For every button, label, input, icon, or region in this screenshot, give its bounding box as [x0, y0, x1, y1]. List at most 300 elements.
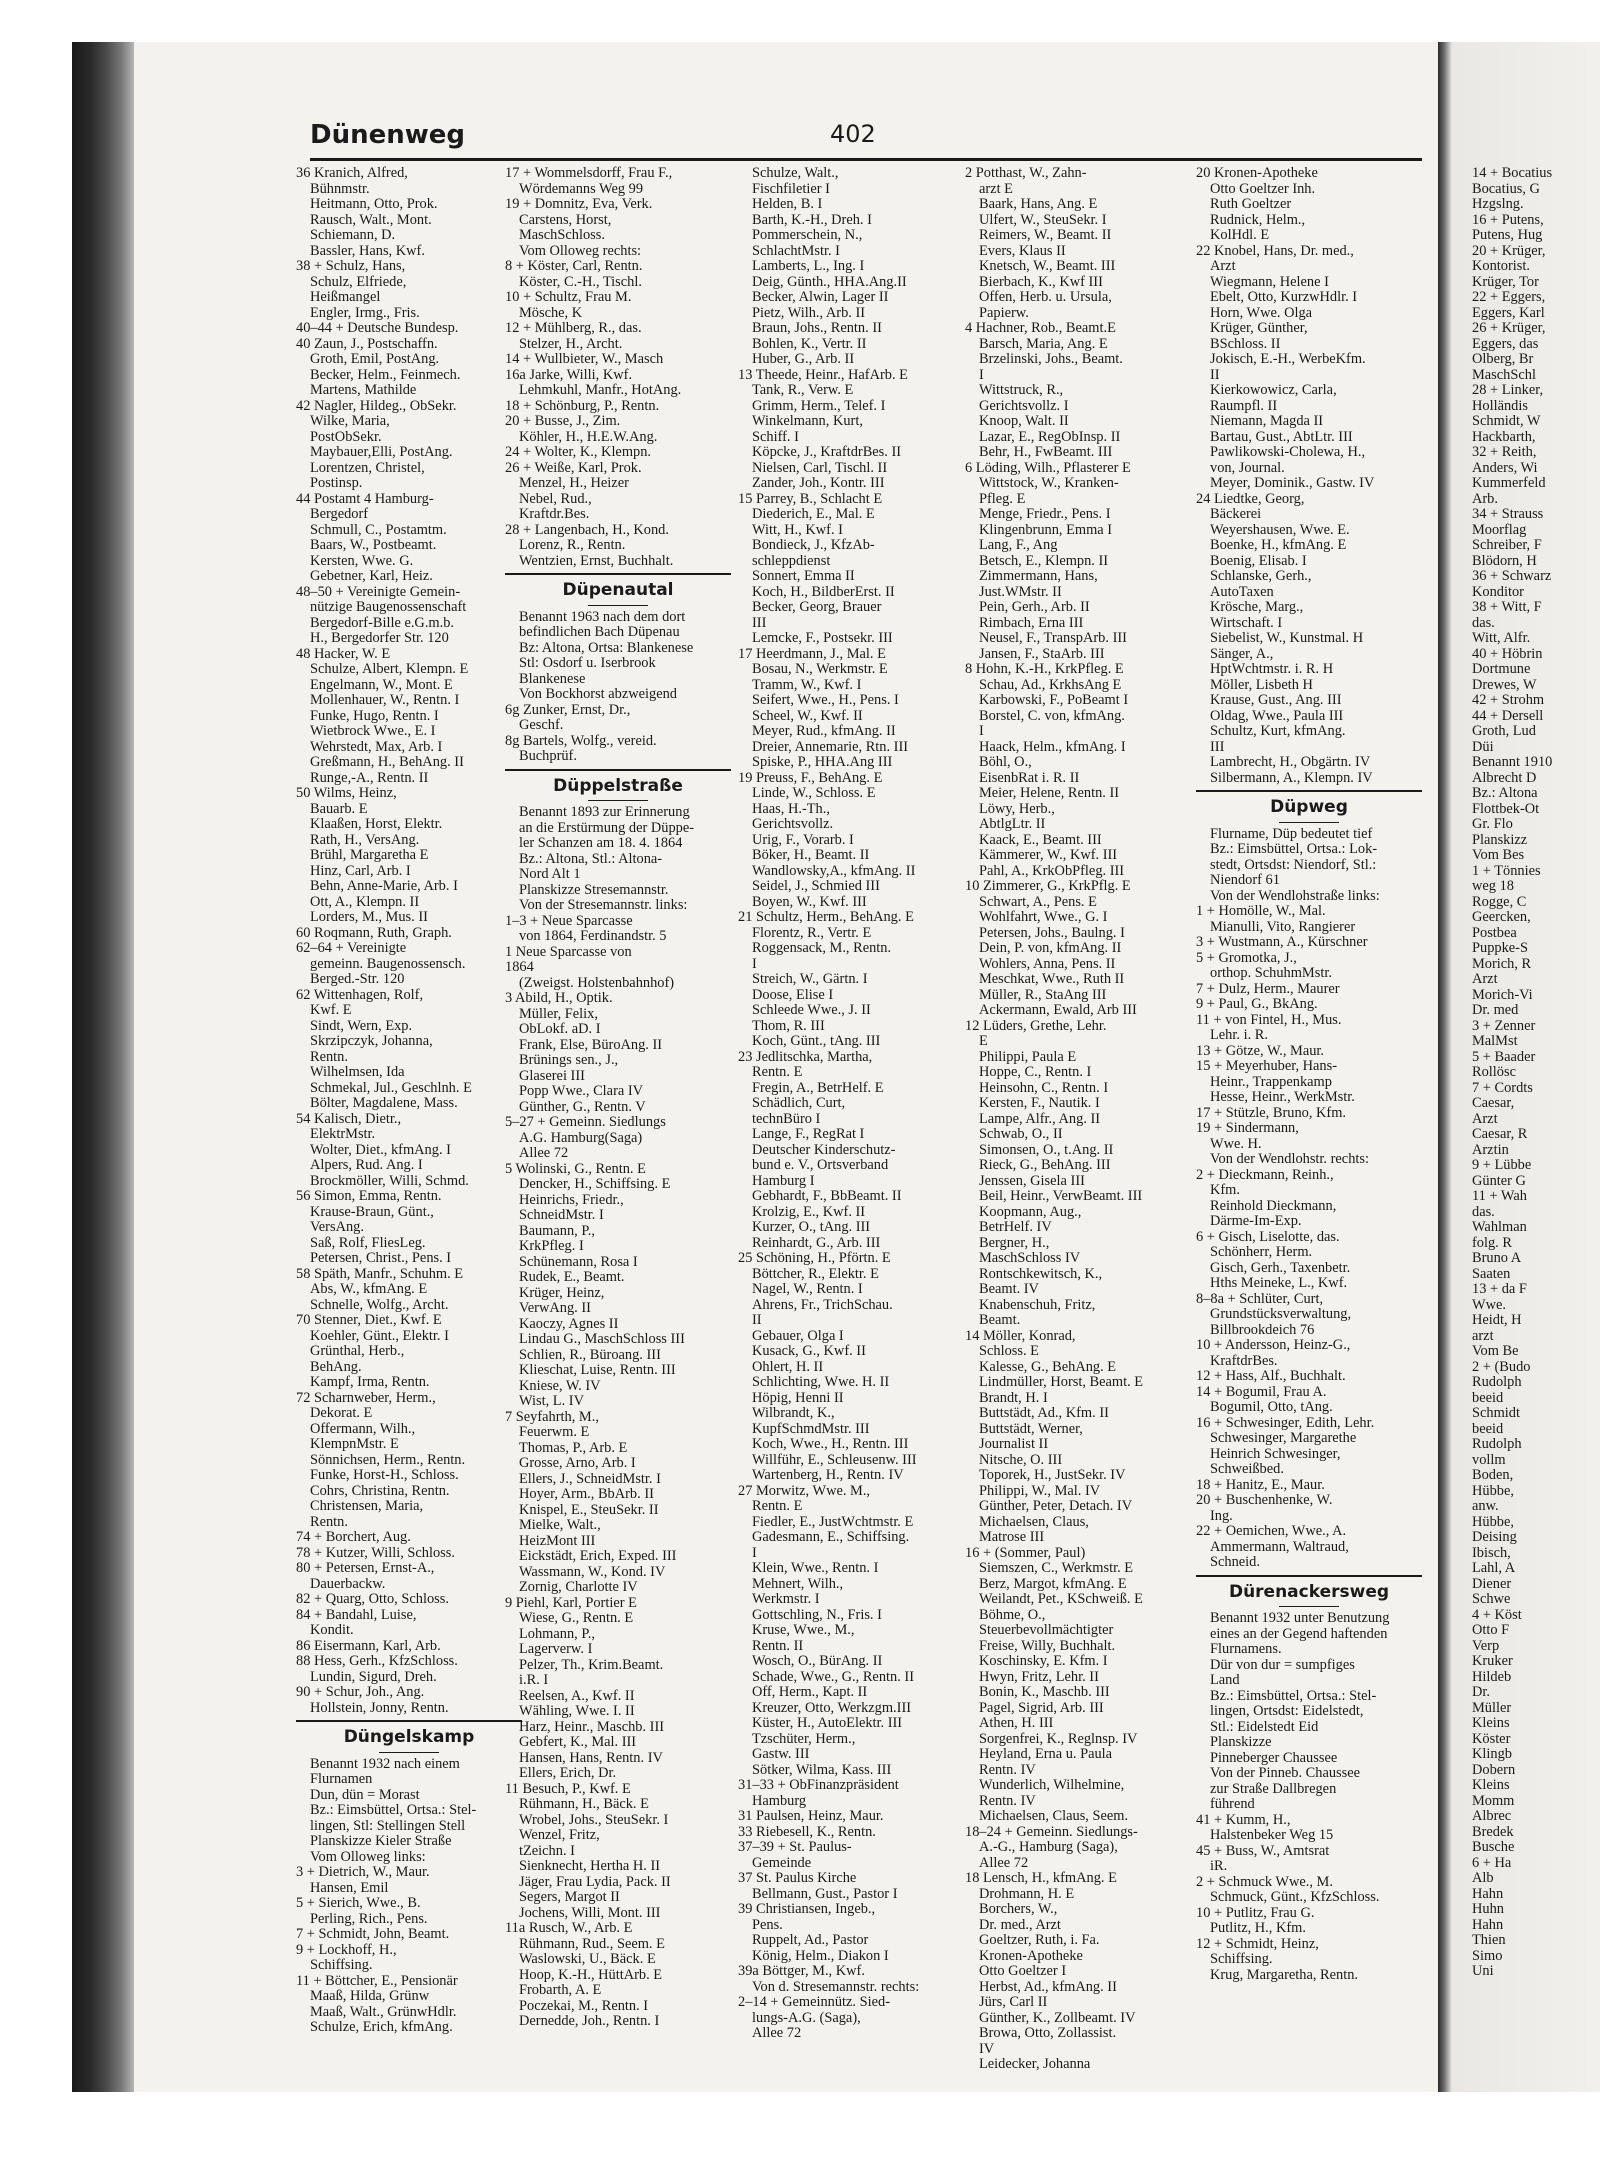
fragment-line: Günter G	[1472, 1173, 1526, 1189]
entry-line: Böker, H., Beamt. II	[752, 848, 870, 863]
entry-line: Baark, Hans, Ang. E	[979, 197, 1098, 212]
entry-line: 58 Späth, Manfr., Schuhm. E	[296, 1266, 464, 1282]
column-1	[296, 166, 522, 2036]
entry-line: Mollenhauer, W., Rentn. I	[310, 693, 460, 708]
entry-line: Siebelist, W., Kunstmal. H	[1210, 631, 1364, 646]
fragment-line: Diener	[1472, 1576, 1512, 1592]
entry-line: Schau, Ad., KrkhsAng E	[979, 677, 1122, 693]
entry-line: eines an der Gegend haftenden	[1210, 1626, 1388, 1642]
entry-line: Lamberts, L., Ing. I	[752, 259, 865, 274]
entry-line: Knoop, Walt. II	[979, 414, 1069, 429]
entry-line: Schulz, Elfriede,	[310, 274, 407, 290]
entry-line: Bosau, N., Werkmstr. E	[752, 662, 888, 677]
entry-line: 19 + Sindermann,	[1196, 1121, 1299, 1136]
entry-line: Schnelle, Wolfg., Archt.	[310, 1297, 449, 1313]
entry-line: Wehrstedt, Max, Arb. I	[310, 739, 443, 755]
entry-line: 11a Rusch, W., Arb. E	[505, 1921, 633, 1936]
entry-line: Bonin, K., Maschb. III	[979, 1685, 1110, 1700]
entry-line: 15 + Meyerhuber, Hans-	[1196, 1059, 1338, 1074]
fragment-line: 16 + Putens,	[1472, 212, 1544, 228]
fragment-line: Rollösc	[1472, 1065, 1516, 1080]
entry-line: Lambrecht, H., Obgärtn. IV	[1210, 755, 1371, 770]
entry-line: Groth, Emil, PostAng.	[310, 352, 440, 367]
entry-line: 19 + Domnitz, Eva, Verk.	[505, 197, 653, 212]
entry-line: Wördemanns Weg 99	[519, 181, 644, 197]
entry-line: Dernedde, Joh., Rentn. I	[519, 2014, 660, 2029]
entry-line: 5 + Sierich, Wwe., B.	[296, 1896, 421, 1911]
fragment-line: Gr. Flo	[1472, 817, 1513, 832]
entry-line: 8 + Köster, Carl, Rentn.	[505, 259, 643, 274]
column-4	[965, 166, 1191, 2073]
entry-line: Maaß, Walt., GrünwHdlr.	[310, 2004, 457, 2020]
entry-line: Ing.	[1210, 1508, 1233, 1524]
entry-line: Hansen, Hans, Rentn. IV	[519, 1750, 663, 1766]
entry-line: Ebelt, Otto, KurzwHdlr. I	[1210, 290, 1358, 305]
entry-line: Koschinsky, E. Kfm. I	[979, 1654, 1108, 1669]
entry-line: König, Helm., Diakon I	[752, 1948, 889, 1964]
fragment-line: 11 + Wah	[1472, 1189, 1527, 1204]
fragment-line: vollm	[1472, 1452, 1506, 1468]
entry-line: Gebfert, K., Mal. III	[519, 1735, 637, 1750]
entry-line: Leidecker, Johanna	[979, 2057, 1091, 2072]
entry-line: EisenbRat i. R. II	[979, 770, 1080, 786]
fragment-line: Düi	[1472, 739, 1494, 755]
entry-line: Niemann, Magda II	[1210, 414, 1324, 429]
entry-line: Kierkowowicz, Carla,	[1210, 383, 1337, 398]
fragment-line: Arzt	[1472, 972, 1498, 987]
entry-line: 22 Knobel, Hans, Dr. med.,	[1196, 243, 1354, 259]
entry-line: Krüger, Günther,	[1210, 321, 1308, 336]
entry-line: Allee 72	[752, 2026, 802, 2041]
entry-line: Boenig, Elisab. I	[1210, 553, 1307, 569]
entry-line: Wrobel, Johs., SteuSekr. I	[519, 1812, 669, 1828]
entry-line: Wiegmann, Helene I	[1210, 274, 1329, 290]
entry-line: HptWchtmstr. i. R. H	[1210, 662, 1334, 677]
entry-line: Athen, H. III	[979, 1716, 1054, 1731]
entry-line: 54 Kalisch, Dietr.,	[296, 1111, 402, 1127]
fragment-line: 14 + Bocatius	[1472, 166, 1553, 181]
entry-line: Bühnmstr.	[310, 181, 370, 197]
entry-line: 50 Wilms, Heinz,	[296, 786, 397, 801]
street-section-heading: Dürenackersweg	[1196, 1575, 1422, 1612]
entry-line: Schultz, Kurt, kfmAng.	[1210, 724, 1346, 739]
entry-line: Seidel, J., Schmied III	[752, 879, 880, 894]
fragment-line: Albrec	[1472, 1809, 1512, 1824]
entry-line: 40 Zaun, J., Postschaffn.	[296, 336, 438, 352]
entry-line: 14 + Wullbieter, W., Masch	[505, 352, 664, 367]
fragment-line: beeid	[1472, 1421, 1504, 1437]
entry-line: Wietbrock Wwe., E. I	[310, 724, 436, 739]
entry-line: Rentn.	[310, 1514, 348, 1530]
entry-line: 88 Hess, Gerh., KfzSchloss.	[296, 1654, 458, 1669]
entry-line: Baumann, P.,	[519, 1223, 595, 1239]
entry-line: (Zweigst. Holstenbahnhof)	[519, 975, 675, 991]
entry-line: Postinsp.	[310, 476, 363, 491]
entry-line: Wandlowsky,A., kfmAng. II	[752, 863, 916, 879]
fragment-line: 7 + Cordts	[1472, 1080, 1533, 1096]
fragment-line: Rogge, C	[1472, 894, 1527, 910]
entry-line: Cohrs, Christina, Rentn.	[310, 1483, 450, 1499]
entry-line: Barsch, Maria, Ang. E	[979, 336, 1108, 352]
entry-line: Heitmann, Otto, Prok.	[310, 197, 438, 212]
entry-line: Dun, dün = Morast	[310, 1787, 420, 1803]
entry-line: Mielke, Walt.,	[519, 1518, 601, 1533]
entry-line: Dencker, H., Schiffsing. E	[519, 1177, 671, 1192]
entry-line: Kronen-Apotheke	[979, 1948, 1083, 1964]
entry-line: 8–8a + Schlüter, Curt,	[1196, 1291, 1324, 1307]
entry-line: Schiffsing.	[1210, 1952, 1273, 1967]
fragment-line: Morich, R	[1472, 956, 1532, 972]
fragment-line: 28 + Linker,	[1472, 383, 1544, 398]
entry-line: Pelzer, Th., Krim.Beamt.	[519, 1657, 664, 1673]
entry-line: AutoTaxen	[1210, 584, 1274, 600]
entry-line: Gebauer, Olga I	[752, 1328, 844, 1344]
entry-line: Hamburg	[752, 1793, 807, 1809]
entry-line: Schädlich, Curt,	[752, 1096, 846, 1111]
entry-line: Meyer, Rud., kfmAng. II	[752, 724, 896, 739]
entry-line: 24 + Wolter, K., Klempn.	[505, 445, 652, 460]
entry-line: Weilandt, Pet., KSchweiß. E	[979, 1592, 1143, 1607]
fragment-line: Rudolph	[1472, 1375, 1522, 1390]
fragment-line: Drewes, W	[1472, 677, 1537, 693]
entry-line: Arzt	[1210, 259, 1236, 274]
entry-line: Rath, H., VersAng.	[310, 832, 420, 848]
entry-line: Geschf.	[519, 718, 564, 733]
fragment-line: 1 + Tönnies	[1472, 863, 1541, 879]
entry-line: Blankenese	[519, 671, 586, 687]
fragment-line: 26 + Krüger,	[1472, 321, 1546, 336]
entry-line: Bierbach, K., Kwf III	[979, 274, 1103, 290]
entry-line: Behr, H., FwBeamt. III	[979, 445, 1113, 460]
entry-line: Hamburg I	[752, 1173, 815, 1189]
entry-line: Müller, Felix,	[519, 1006, 598, 1022]
right-page-fragment	[1472, 166, 1600, 1980]
entry-line: Pietz, Wilh., Arb. II	[752, 305, 866, 321]
fragment-line: Olberg, Br	[1472, 352, 1534, 367]
entry-line: Flurname, Düp bedeutet tief	[1210, 826, 1373, 842]
entry-line: Carstens, Horst,	[519, 212, 612, 228]
entry-line: I	[979, 367, 984, 383]
entry-line: I	[752, 1545, 757, 1561]
entry-line: 7 + Dulz, Herm., Maurer	[1196, 981, 1340, 997]
entry-line: Böttcher, R., Elektr. E	[752, 1266, 879, 1282]
entry-line: 7 Seyfahrth, M.,	[505, 1409, 599, 1425]
entry-line: 37–39 + St. Paulus-	[738, 1840, 852, 1855]
entry-line: Michaelsen, Claus,	[979, 1514, 1089, 1530]
entry-line: Schwart, A., Pens. E	[979, 894, 1097, 910]
entry-line: 38 + Schulz, Hans,	[296, 259, 406, 274]
fragment-line: Boden,	[1472, 1468, 1514, 1483]
fragment-line: 44 + Dersell	[1472, 708, 1544, 724]
entry-line: 10 + Andersson, Heinz-G.,	[1196, 1338, 1351, 1353]
entry-line: Sötker, Wilma, Kass. III	[752, 1762, 892, 1778]
entry-line: Wittstruck, R.,	[979, 383, 1064, 398]
entry-line: Kaoczy, Agnes II	[519, 1316, 619, 1332]
entry-line: Goeltzer, Ruth, i. Fa.	[979, 1933, 1100, 1948]
entry-line: Linde, W., Schloss. E	[752, 786, 876, 801]
fragment-line: weg 18	[1472, 879, 1514, 894]
entry-line: 6 Löding, Wilh., Pflasterer E	[965, 460, 1131, 476]
entry-line: Bz: Altona, Ortsa: Blankenese	[519, 640, 694, 656]
entry-line: Off, Herm., Kapt. II	[752, 1685, 868, 1700]
entry-line: Kersten, Wwe. G.	[310, 553, 414, 569]
entry-line: schleppdienst	[752, 553, 831, 569]
entry-line: Wohlers, Anna, Pens. II	[979, 956, 1116, 972]
entry-line: Bartau, Gust., AbtLtr. III	[1210, 429, 1353, 445]
entry-line: Lundin, Sigurd, Dreh.	[310, 1669, 437, 1685]
entry-line: Raumpfl. II	[1210, 398, 1278, 414]
entry-line: Schiemann, D.	[310, 228, 396, 243]
entry-line: Meier, Helene, Rentn. II	[979, 786, 1120, 801]
entry-line: IV	[979, 2041, 995, 2057]
scan-margin	[0, 0, 75, 2177]
entry-line: 10 Zimmerer, G., KrkPflg. E	[965, 879, 1131, 894]
entry-line: 45 + Buss, W., Amtsrat	[1196, 1843, 1330, 1859]
entry-line: Schade, Wwe., G., Rentn. II	[752, 1669, 914, 1685]
fragment-line: 2 + (Budo	[1472, 1359, 1531, 1375]
entry-line: Bergedorf	[310, 507, 369, 522]
entry-line: Wentzien, Ernst, Buchhalt.	[519, 553, 674, 569]
fragment-line: MalMst	[1472, 1034, 1518, 1049]
entry-line: Buttstädt, Ad., Kfm. II	[979, 1406, 1109, 1421]
entry-line: Hoppe, C., Rentn. I	[979, 1065, 1092, 1080]
entry-line: 20 + Busse, J., Zim.	[505, 414, 621, 429]
entry-line: Günther, Peter, Detach. IV	[979, 1499, 1133, 1514]
entry-line: Dauerbackw.	[310, 1576, 386, 1592]
fragment-line: Arztin	[1472, 1142, 1509, 1158]
entry-line: Brandt, H. I	[979, 1390, 1048, 1406]
entry-line: Gottschling, N., Fris. I	[752, 1607, 882, 1623]
fragment-line: Verp	[1472, 1638, 1500, 1654]
fragment-line: Caesar, R	[1472, 1127, 1528, 1142]
entry-line: 17 Heerdmann, J., Mal. E	[738, 646, 886, 662]
fragment-line: Simo	[1472, 1948, 1503, 1964]
fragment-line: 6 + Ha	[1472, 1855, 1512, 1871]
entry-line: 1864	[505, 960, 534, 975]
entry-line: Rudnick, Helm.,	[1210, 212, 1306, 228]
entry-line: Michaelsen, Claus, Seem.	[979, 1809, 1129, 1824]
entry-line: Boyen, W., Kwf. III	[752, 894, 867, 910]
entry-line: VerwAng. II	[519, 1301, 591, 1316]
entry-line: Schulze, Walt.,	[752, 166, 839, 181]
fragment-line: Rudolph	[1472, 1437, 1522, 1452]
entry-line: Rudek, E., Beamt.	[519, 1270, 625, 1285]
entry-line: 25 Schöning, H., Pförtn. E	[738, 1251, 891, 1266]
entry-line: Rentn. IV	[979, 1762, 1036, 1778]
fragment-line: Heidt, H	[1472, 1313, 1522, 1328]
book-spine	[72, 42, 134, 2092]
fragment-line: Postbea	[1472, 925, 1517, 941]
entry-line: Grosse, Arno, Arb. I	[519, 1456, 636, 1471]
entry-line: Petersen, Johs., Baulng. I	[979, 925, 1125, 941]
entry-line: MaschSchloss.	[519, 228, 605, 243]
entry-line: KrkPfleg. I	[519, 1239, 584, 1254]
entry-line: Schiff. I	[752, 429, 799, 445]
entry-line: 6 + Gisch, Liselotte, das.	[1196, 1229, 1340, 1245]
entry-line: 6g Zunker, Ernst, Dr.,	[505, 702, 631, 718]
entry-line: Sindt, Wern, Exp.	[310, 1018, 413, 1034]
entry-line: 80 + Petersen, Ernst-A.,	[296, 1561, 435, 1576]
entry-line: Schünemann, Rosa I	[519, 1254, 638, 1270]
entry-line: Gisch, Gerh., Taxenbetr.	[1210, 1260, 1351, 1276]
fragment-line: Köster	[1472, 1731, 1511, 1747]
entry-line: Zornig, Charlotte IV	[519, 1580, 638, 1595]
entry-line: Därme-Im-Exp.	[1210, 1214, 1302, 1229]
entry-line: Benannt 1893 zur Erinnerung	[519, 805, 690, 820]
entry-line: Huber, G., Arb. II	[752, 352, 855, 367]
entry-line: Reimers, W., Beamt. II	[979, 228, 1112, 243]
entry-line: Kaack, E., Beamt. III	[979, 832, 1102, 848]
entry-line: Benannt 1932 nach einem	[310, 1756, 460, 1772]
entry-line: 17 + Stützle, Bruno, Kfm.	[1196, 1105, 1347, 1121]
entry-line: 82 + Quarg, Otto, Schloss.	[296, 1592, 449, 1607]
entry-line: 1 Neue Sparcasse von	[505, 944, 632, 960]
fragment-line: 32 + Reith,	[1472, 445, 1537, 460]
entry-line: Rentn. E	[752, 1499, 803, 1514]
fragment-line: 5 + Baader	[1472, 1049, 1536, 1065]
entry-line: Boenke, H., kfmAng. E	[1210, 538, 1347, 553]
entry-line: Ott, A., Klempn. II	[310, 894, 420, 910]
entry-line: Krösche, Marg.,	[1210, 600, 1304, 615]
entry-line: Neusel, F., TranspArb. III	[979, 631, 1127, 646]
entry-line: Ellers, Erich, Dr.	[519, 1766, 617, 1781]
entry-line: Reinhardt, G., Arb. III	[752, 1235, 881, 1251]
fragment-line: Albrecht D	[1472, 770, 1537, 786]
entry-line: lungs-A.G. (Saga),	[752, 2010, 861, 2026]
entry-line: Heinr., Trappenkamp	[1210, 1074, 1332, 1090]
entry-line: Gebetner, Karl, Heiz.	[310, 569, 433, 584]
entry-line: 42 Nagler, Hildeg., ObSekr.	[296, 398, 457, 414]
entry-line: Baars, W., Postbeamt.	[310, 538, 437, 553]
entry-line: Bz.: Eimsbüttel, Ortsa.: Stel-	[310, 1803, 477, 1818]
entry-line: Feuerwm. E	[519, 1425, 590, 1440]
fragment-line: das.	[1472, 615, 1495, 631]
entry-line: Wwe. H.	[1210, 1136, 1262, 1152]
entry-line: Lorentzen, Christel,	[310, 460, 425, 476]
entry-line: Florentz, R., Vertr. E	[752, 925, 872, 941]
entry-line: Funke, Horst-H., Schloss.	[310, 1468, 459, 1483]
entry-line: 3 + Wustmann, A., Kürschner	[1196, 935, 1368, 950]
fragment-line: Witt, Alfr.	[1472, 631, 1531, 646]
entry-line: Bohlen, K., Vertr. II	[752, 336, 867, 352]
entry-line: Schönherr, Herm.	[1210, 1245, 1313, 1260]
entry-line: Sonnert, Emma II	[752, 569, 855, 584]
entry-line: Sienknecht, Hertha H. II	[519, 1859, 661, 1874]
entry-line: Flurnamen	[310, 1772, 373, 1787]
entry-line: ObLokf. aD. I	[519, 1022, 601, 1037]
entry-line: 28 + Langenbach, H., Kond.	[505, 522, 669, 538]
entry-line: Fregin, A., BetrHelf. E	[752, 1080, 884, 1096]
entry-line: Brockmöller, Willi, Schmd.	[310, 1173, 469, 1189]
entry-line: Hesse, Heinr., WerkMstr.	[1210, 1090, 1355, 1105]
entry-line: Gebhardt, F., BbBeamt. II	[752, 1189, 902, 1204]
fragment-line: 34 + Strauss	[1472, 507, 1544, 522]
entry-line: Lindau G., MaschSchloss III	[519, 1332, 685, 1347]
street-section-heading: Düngelskamp	[296, 1720, 522, 1757]
entry-line: 84 + Bandahl, Luise,	[296, 1607, 417, 1623]
entry-line: Ellers, J., SchneidMstr. I	[519, 1471, 661, 1487]
entry-line: 21 Schultz, Herm., BehAng. E	[738, 910, 914, 925]
entry-line: Allee 72	[979, 1855, 1029, 1871]
entry-line: Kalesse, G., BehAng. E	[979, 1359, 1117, 1375]
fragment-line: Klingb	[1472, 1747, 1512, 1762]
entry-line: Engler, Irmg., Fris.	[310, 305, 420, 321]
entry-line: Drohmann, H. E	[979, 1886, 1075, 1902]
fragment-line: Busche	[1472, 1840, 1515, 1855]
fragment-line: Groth, Lud	[1472, 724, 1536, 739]
entry-line: Wohlfahrt, Wwe., G. I	[979, 910, 1108, 925]
entry-line: 18 + Hanitz, E., Maur.	[1196, 1477, 1325, 1493]
street-section-heading: Düpweg	[1196, 790, 1422, 827]
entry-line: Von Bockhorst abzweigend	[519, 687, 678, 702]
entry-line: Schiffsing.	[310, 1958, 373, 1973]
entry-line: BSchloss. II	[1210, 336, 1281, 352]
entry-line: Bz.: Eimsbüttel, Ortsa.: Stel-	[1210, 1688, 1377, 1704]
entry-line: 9 + Lockhoff, H.,	[296, 1942, 397, 1958]
entry-line: Hoyer, Arm., BbArb. II	[519, 1487, 654, 1502]
fragment-line: Hzgslng.	[1472, 197, 1524, 212]
entry-line: Klein, Wwe., Rentn. I	[752, 1561, 879, 1576]
entry-line: Kondit.	[310, 1623, 354, 1638]
entry-line: Becker, Alwin, Lager II	[752, 290, 889, 305]
fragment-line: Wwe.	[1472, 1297, 1506, 1313]
fragment-line: anw.	[1472, 1499, 1499, 1514]
entry-line: KraftdrBes.	[1210, 1353, 1278, 1369]
entry-line: 24 Liedtke, Georg,	[1196, 491, 1305, 507]
entry-line: Kniese, W. IV	[519, 1378, 601, 1394]
entry-line: Hansen, Emil	[310, 1880, 389, 1896]
entry-line: Böhme, O.,	[979, 1607, 1046, 1623]
entry-line: Wassmann, W., Kond. IV	[519, 1564, 666, 1580]
entry-line: Buttstädt, Werner,	[979, 1421, 1083, 1437]
entry-line: 4 Hachner, Rob., Beamt.E	[965, 321, 1116, 336]
entry-line: Von der Stresemannstr. links:	[519, 898, 688, 913]
fragment-line: Kruker	[1472, 1654, 1513, 1669]
entry-line: MaschSchloss IV	[979, 1251, 1081, 1266]
column-2	[505, 166, 731, 2030]
entry-line: Beil, Heinr., VerwBeamt. III	[979, 1189, 1143, 1204]
entry-line: 8g Bartels, Wolfg., vereid.	[505, 733, 657, 749]
entry-line: Ohlert, H. II	[752, 1359, 824, 1375]
entry-line: Borchers, W.,	[979, 1902, 1058, 1917]
entry-line: Pfleg. E	[979, 491, 1026, 507]
fragment-line: Bocatius, G	[1472, 181, 1540, 197]
entry-line: Maaß, Hilda, Grünw	[310, 1989, 430, 2004]
fragment-line: 20 + Krüger,	[1472, 243, 1546, 259]
entry-line: Pens.	[752, 1917, 783, 1933]
entry-line: Putlitz, H., Kfm.	[1210, 1921, 1306, 1936]
entry-line: Billbrookdeich 76	[1210, 1322, 1315, 1338]
fragment-line: beeid	[1472, 1390, 1504, 1406]
entry-line: Mianulli, Vito, Rangierer	[1210, 919, 1356, 935]
entry-line: Krug, Margaretha, Rentn.	[1210, 1967, 1358, 1983]
entry-line: KlempnMstr. E	[310, 1437, 399, 1452]
entry-line: Menge, Friedr., Pens. I	[979, 507, 1111, 522]
entry-line: Wiese, G., Rentn. E	[519, 1611, 634, 1626]
entry-line: Rühmann, H., Bäck. E	[519, 1797, 649, 1812]
fragment-line: Holländis	[1472, 398, 1528, 414]
entry-line: Rimbach, Erna III	[979, 615, 1084, 631]
column-3	[738, 166, 964, 2042]
entry-line: 2 + Dieckmann, Reinh.,	[1196, 1167, 1334, 1183]
entry-line: Tzschüter, Herm.,	[752, 1731, 856, 1747]
entry-line: 11 + Böttcher, E., Pensionär	[296, 1973, 458, 1989]
entry-line: Bauarb. E	[310, 801, 368, 817]
entry-line: 9 + Paul, G., BkAng.	[1196, 997, 1318, 1012]
entry-line: A.G. Hamburg(Saga)	[519, 1130, 643, 1146]
entry-line: Gadesmann, E., Schiffsing.	[752, 1530, 910, 1545]
entry-line: 40–44 + Deutsche Bundesp.	[296, 321, 459, 336]
